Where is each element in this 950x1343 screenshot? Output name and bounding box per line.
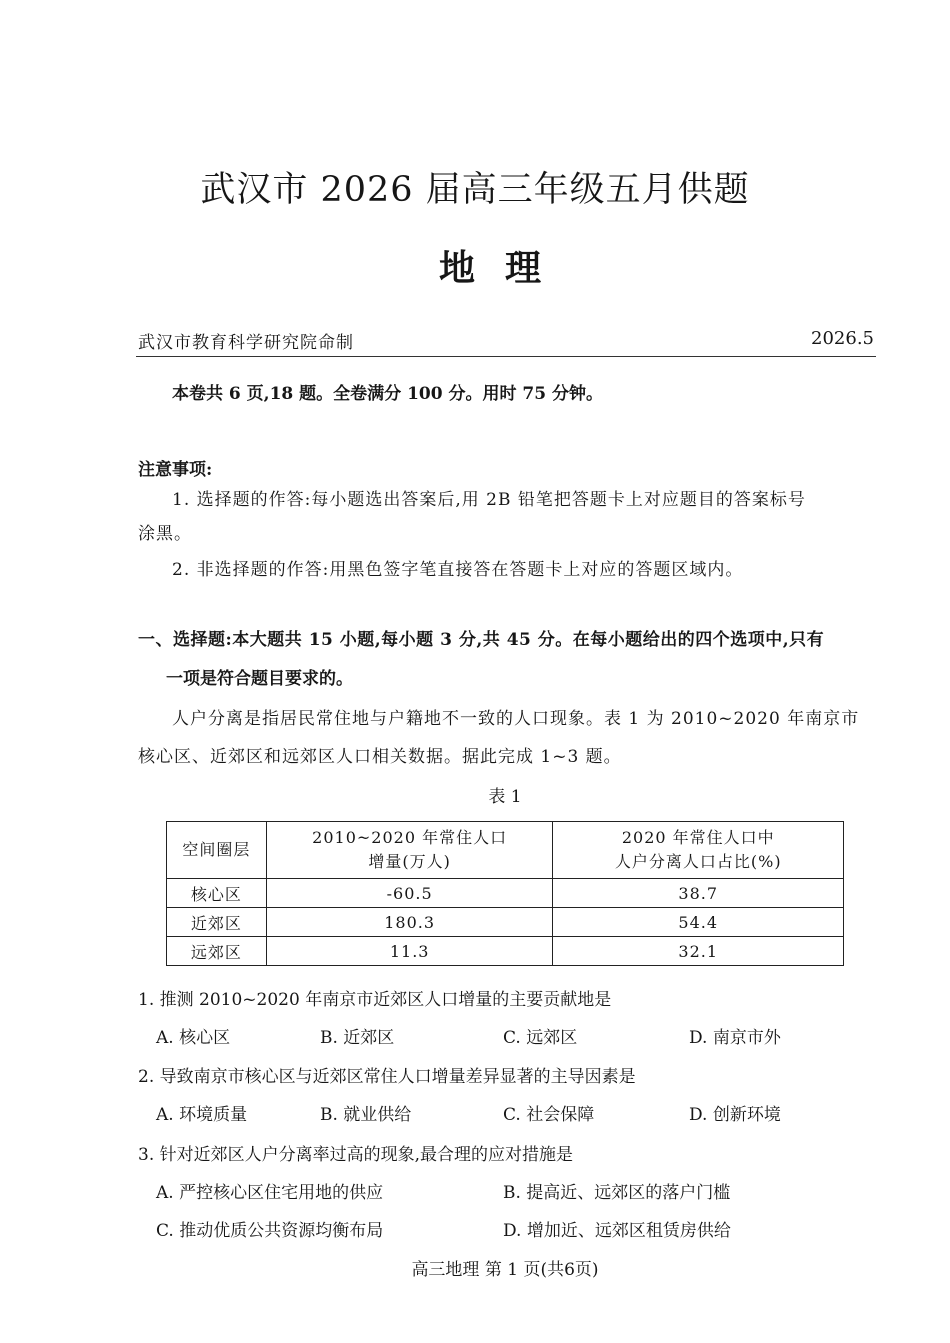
cell-increase: -60.5 — [266, 879, 553, 908]
cell-region: 远郊区 — [167, 937, 267, 966]
population-table — [166, 821, 844, 966]
cell-region: 核心区 — [167, 879, 267, 908]
header-cell-increase: 2010~2020 年常住人口 增量(万人) — [266, 822, 553, 879]
header-cell-region: 空间圈层 — [167, 822, 267, 879]
cell-region: 近郊区 — [167, 908, 267, 937]
question-2-option-d: D. 创新环境 — [689, 1105, 781, 1125]
intro-paragraph-line-2: 核心区、近郊区和远郊区人口相关数据。据此完成 1~3 题。 — [138, 747, 622, 767]
section-heading-cont: 一项是符合题目要求的。 — [166, 669, 353, 689]
question-3-stem: 3. 针对近郊区人户分离率过高的现象,最合理的应对措施是 — [138, 1145, 574, 1165]
cell-increase: 11.3 — [266, 937, 553, 966]
notice-title: 注意事项: — [138, 460, 213, 480]
cell-share: 54.4 — [553, 908, 844, 937]
question-3-option-b: B. 提高近、远郊区的落户门槛 — [503, 1183, 731, 1203]
page-footer: 高三地理 第 1 页(共6页) — [411, 1260, 599, 1280]
table-row — [167, 908, 844, 937]
notice-item-2: 2. 非选择题的作答:用黑色签字笔直接答在答题卡上对应的答题区域内。 — [172, 560, 744, 580]
cell-increase: 180.3 — [266, 908, 553, 937]
notice-item-1-line-2: 涂黑。 — [138, 524, 192, 544]
subject-title: 地理 — [438, 247, 571, 289]
cell-share: 38.7 — [553, 879, 844, 908]
header-cell-share: 2020 年常住人口中 人户分离人口占比(%) — [553, 822, 844, 879]
question-1-option-c: C. 远郊区 — [503, 1028, 578, 1048]
exam-date: 2026.5 — [811, 328, 874, 349]
table-header-row — [167, 822, 844, 879]
question-2-stem: 2. 导致南京市核心区与近郊区常住人口增量差异显著的主导因素是 — [138, 1067, 636, 1087]
exam-title: 武汉市 2026 届高三年级五月供题 — [200, 170, 750, 210]
table-row — [167, 937, 844, 966]
question-1-option-d: D. 南京市外 — [689, 1028, 781, 1048]
question-2-option-a: A. 环境质量 — [156, 1105, 248, 1125]
table-caption: 表 1 — [488, 787, 522, 807]
table-row — [167, 879, 844, 908]
notice-item-1-line-1: 1. 选择题的作答:每小题选出答案后,用 2B 铅笔把答题卡上对应题目的答案标号 — [172, 490, 806, 510]
question-1-option-b: B. 近郊区 — [320, 1028, 395, 1048]
intro-paragraph-line-1: 人户分离是指居民常住地与户籍地不一致的人口现象。表 1 为 2010~2020 年南京市 — [172, 709, 860, 729]
question-3-option-d: D. 增加近、远郊区租赁房供给 — [503, 1221, 731, 1241]
question-1-option-a: A. 核心区 — [156, 1028, 231, 1048]
issuer: 武汉市教育科学研究院命制 — [138, 333, 354, 353]
question-3-option-a: A. 严控核心区住宅用地的供应 — [156, 1183, 384, 1203]
section-heading: 一、选择题:本大题共 15 小题,每小题 3 分,共 45 分。在每小题给出的四个选项中,只有 — [138, 630, 825, 650]
question-2-option-c: C. 社会保障 — [503, 1105, 595, 1125]
question-3-option-c: C. 推动优质公共资源均衡布局 — [156, 1221, 384, 1241]
question-2-option-b: B. 就业供给 — [320, 1105, 412, 1125]
cell-share: 32.1 — [553, 937, 844, 966]
header-divider — [136, 356, 876, 357]
exam-summary: 本卷共 6 页,18 题。全卷满分 100 分。用时 75 分钟。 — [172, 384, 603, 404]
question-1-stem: 1. 推测 2010~2020 年南京市近郊区人口增量的主要贡献地是 — [138, 990, 612, 1010]
